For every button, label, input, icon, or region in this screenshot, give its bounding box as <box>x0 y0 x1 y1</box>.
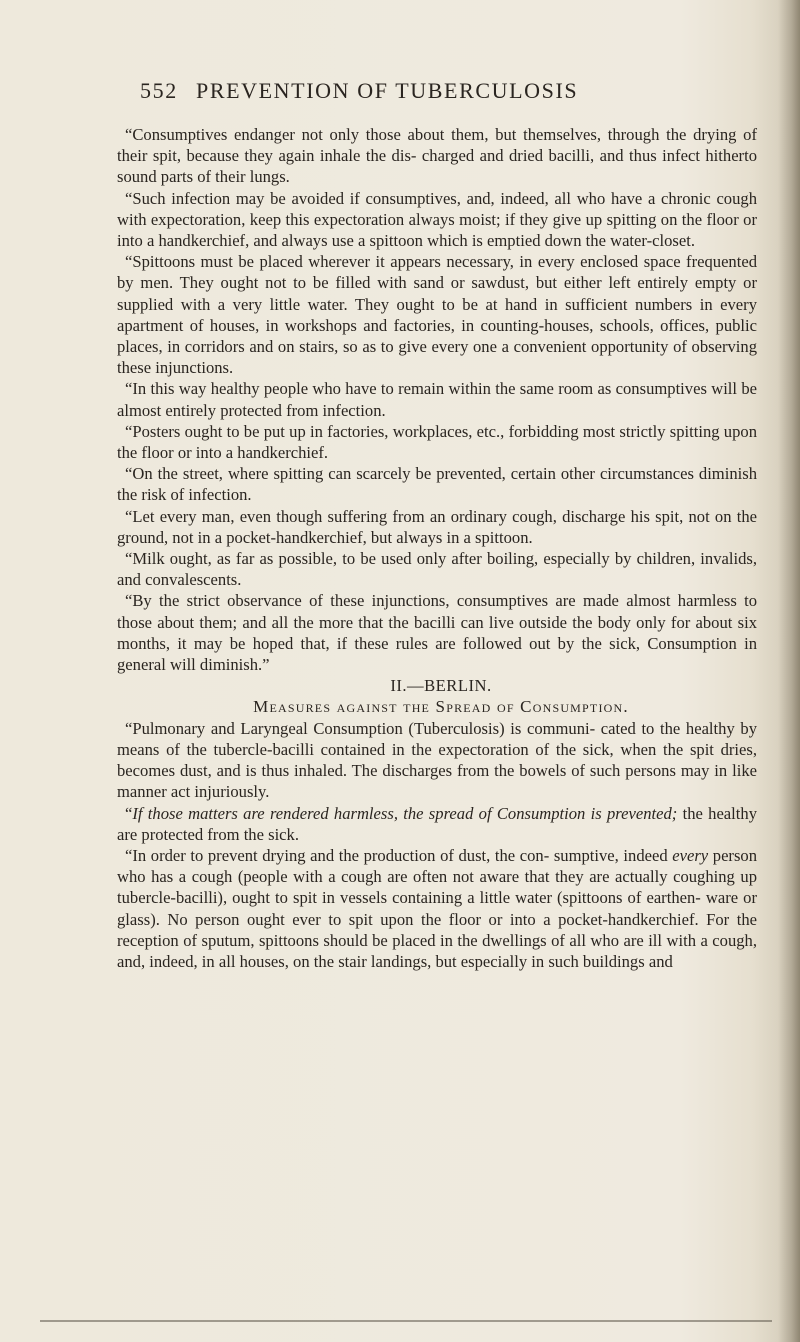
paragraph: “Posters ought to be put up in factories, workplaces, etc., forbidding most strictly spitting upon the floor or into a handkerchief. <box>117 421 757 463</box>
paragraph: “Pulmonary and Laryngeal Consumption (Tuberculosis) is communi- cated to the healthy by means of the tubercle-bacilli contained in the expectoration of the sick, when the spit dries, becomes dust, and is thus inhaled. The discharges from the bowels of such persons may in like manner act injuriously. <box>117 718 757 802</box>
paragraph-text: “In order to prevent drying and the production of dust, the con- sumptive, indeed <box>125 845 673 865</box>
paragraph: “Consumptives endanger not only those about them, but themselves, through the drying of their spit, because they again inhale the dis- charged and dried bacilli, and thus infect hitherto sound parts of their lungs. <box>117 125 757 187</box>
running-header <box>140 78 700 108</box>
page-body <box>117 124 757 972</box>
paragraph-text: person who has a cough (people with a cough are often not aware that they are actually coughing up tubercle-bacilli), ought to spit in vessels containing a little water (spittoons of earthen- ware or glass). No person ought ever to spit upon the floor or into a pocket-handkerchief. For the reception of sputum, spittoons should be placed in the dwellings of all who are ill with a cough, and, indeed, in all houses, on the stair landings, but especially in such buildings and <box>117 845 758 971</box>
paragraph-text: the healthy are protected from the sick. <box>117 803 757 844</box>
paragraph: “In this way healthy people who have to remain within the same room as consumptives will be almost entirely protected from infection. <box>117 379 757 420</box>
paragraph: “Spittoons must be placed wherever it appears necessary, in every enclosed space frequented by men. They ought not to be filled with sand or sawdust, but either left entirely empty or supplied with a very little water. They ought to be at hand in sufficient numbers in every apartment of houses, in workshops and factories, in counting-houses, schools, offices, public places, in corridors and on stairs, so as to give every one a convenient opportunity of observing these injunctions. <box>117 252 757 378</box>
paragraph: “Milk ought, as far as possible, to be used only after boiling, especially by children, invalids, and convalescents. <box>117 549 757 590</box>
italic-phrase: If those matters are rendered harmless, the spread of Consumption is prevented; <box>132 803 678 823</box>
italic-word: every <box>672 845 709 865</box>
paragraph: “By the strict observance of these injunctions, consumptives are made almost harmless to those about them; and all the more that the bacilli can live outside the body only for about six months, it may be hoped that, if these rules are followed out by the sick, Consumption in general will diminish.” <box>117 591 757 675</box>
quote-mark: “ <box>125 803 133 823</box>
running-title: PREVENTION OF TUBERCULOSIS <box>196 78 579 103</box>
page-number: 552 <box>140 78 178 103</box>
section-subtitle: Measures against the Spread of Consumption. <box>253 697 629 717</box>
paragraph: “On the street, where spitting can scarcely be prevented, certain other circumstances diminish the risk of infection. <box>117 464 757 505</box>
paragraph <box>117 845 757 972</box>
section-number: II.—BERLIN. <box>390 676 492 696</box>
paragraph <box>117 803 757 845</box>
page-edge-shadow <box>778 0 800 1342</box>
page-bottom-rule <box>40 1320 772 1322</box>
paragraph: “Let every man, even though suffering from an ordinary cough, discharge his spit, not on the ground, not in a pocket-handkerchief, but always in a spittoon. <box>117 506 757 547</box>
paragraph: “Such infection may be avoided if consumptives, and, indeed, all who have a chronic cough with expectoration, keep this expectoration always moist; if they give up spitting on the floor or into a handkerchief, and always use a spittoon which is emptied down the water-closet. <box>117 188 757 251</box>
